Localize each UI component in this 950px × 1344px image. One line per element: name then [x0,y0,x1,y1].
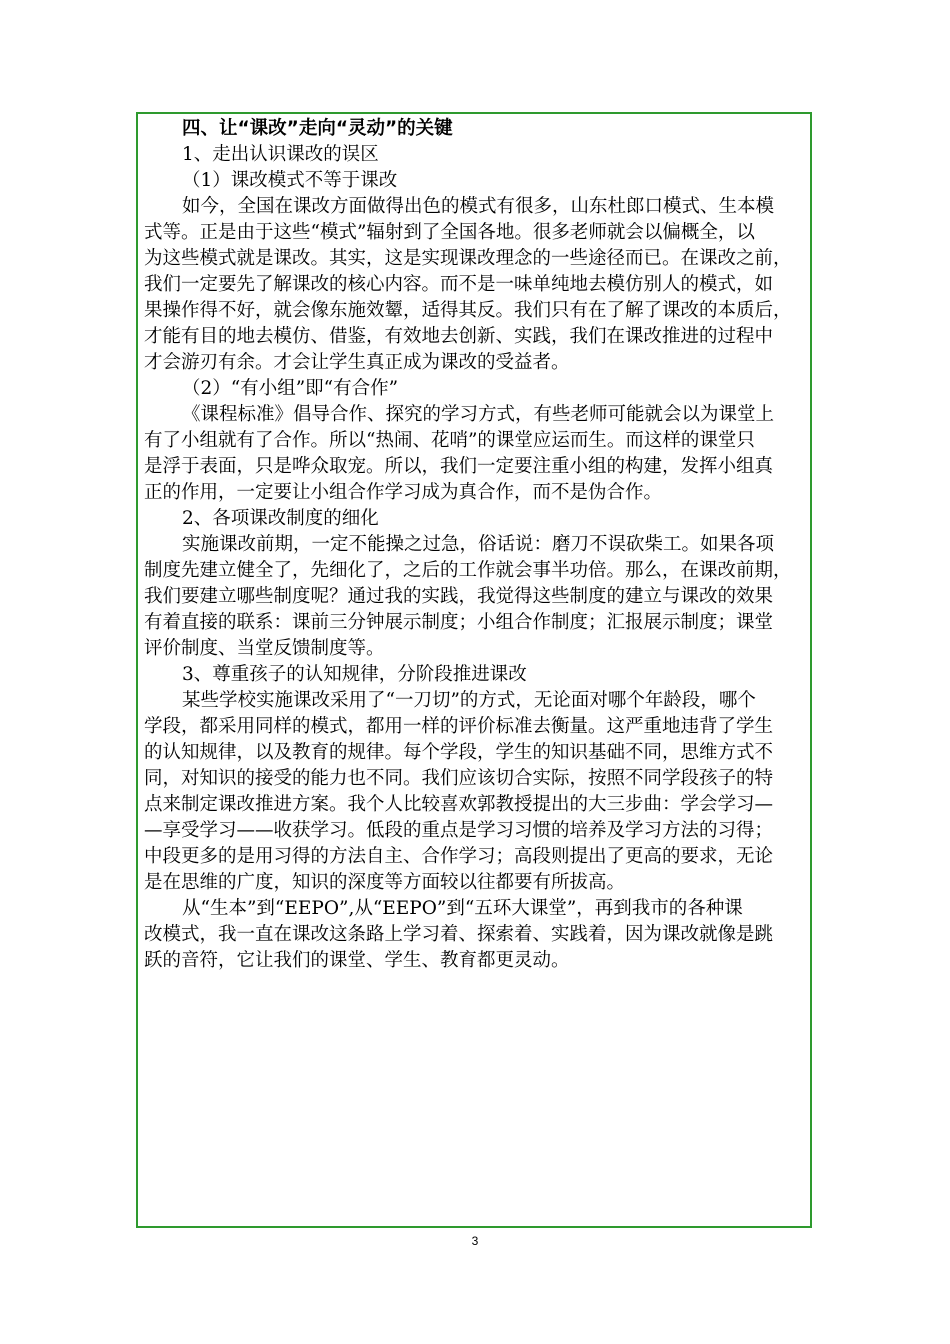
document-body [144,116,808,974]
text-line: 从“生本”到“EEPO”,从“EEPO”到“五环大课堂”，再到我市的各种课 [182,898,743,919]
text-line: 为这些模式就是课改。其实，这是实现课改理念的一些途径而已。在课改之前， [144,248,792,269]
text-line: 有了小组就有了合作。所以“热闹、花哨”的课堂应运而生。而这样的课堂只 [144,430,755,451]
text-line: 的认知规律，以及教育的规律。每个学段，学生的知识基础不同，思维方式不 [144,742,774,763]
text-line: （2）“有小组”即“有合作” [182,378,399,399]
text-line: 我们一定要先了解课改的核心内容。而不是一味单纯地去模仿别人的模式，如 [144,274,774,295]
text-line: 跃的音符，它让我们的课堂、学生、教育都更灵动。 [144,950,570,971]
text-line: 果操作得不好，就会像东施效颦，适得其反。我们只有在了解了课改的本质后， [144,300,792,321]
text-line: （1）课改模式不等于课改 [182,170,398,191]
section-heading: 四、让“课改”走向“灵动”的关键 [182,118,453,139]
text-line: 《课程标准》倡导合作、探究的学习方式，有些老师可能就会以为课堂上 [182,404,775,425]
text-line: 是在思维的广度，知识的深度等方面较以往都要有所拔高。 [144,872,626,893]
text-line: 中段更多的是用习得的方法自主、合作学习；高段则提出了更高的要求，无论 [144,846,774,867]
text-line: 1、走出认识课改的误区 [182,144,379,165]
text-line: 某些学校实施课改采用了“一刀切”的方式，无论面对哪个年龄段，哪个 [182,690,756,711]
text-line: 改模式，我一直在课改这条路上学习着、探索着、实践着，因为课改就像是跳 [144,924,774,945]
text-line: 实施课改前期，一定不能操之过急，俗话说：磨刀不误砍柴工。如果各项 [182,534,775,555]
text-line: 2、各项课改制度的细化 [182,508,379,529]
text-line: 式等。正是由于这些“模式”辐射到了全国各地。很多老师就会以偏概全，以 [144,222,755,243]
text-line: 有着直接的联系：课前三分钟展示制度；小组合作制度；汇报展示制度；课堂 [144,612,774,633]
text-line: 正的作用，一定要让小组合作学习成为真合作，而不是伪合作。 [144,482,663,503]
page-number: 3 [471,1234,479,1248]
text-line: 制度先建立健全了，先细化了，之后的工作就会事半功倍。那么，在课改前期， [144,560,792,581]
text-line: 3、尊重孩子的认知规律，分阶段推进课改 [182,664,527,685]
text-line: 是浮于表面，只是哗众取宠。所以，我们一定要注重小组的构建，发挥小组真 [144,456,774,477]
text-line: 同，对知识的接受的能力也不同。我们应该切合实际，按照不同学段孩子的特 [144,768,774,789]
text-line: 才会游刃有余。才会让学生真正成为课改的受益者。 [144,352,570,373]
text-line: 我们要建立哪些制度呢？通过我的实践，我觉得这些制度的建立与课改的效果 [144,586,774,607]
text-line: 学段，都采用同样的模式，都用一样的评价标准去衡量。这严重地违背了学生 [144,716,774,737]
text-line: 如今，全国在课改方面做得出色的模式有很多，山东杜郎口模式、生本模 [182,196,775,217]
text-line: 评价制度、当堂反馈制度等。 [144,638,385,659]
text-line: 才能有目的地去模仿、借鉴，有效地去创新、实践，我们在课改推进的过程中 [144,326,774,347]
text-line: 点来制定课改推进方案。我个人比较喜欢郭教授提出的大三步曲：学会学习— [144,794,774,815]
text-line: —享受学习——收获学习。低段的重点是学习习惯的培养及学习方法的习得； [144,820,774,841]
